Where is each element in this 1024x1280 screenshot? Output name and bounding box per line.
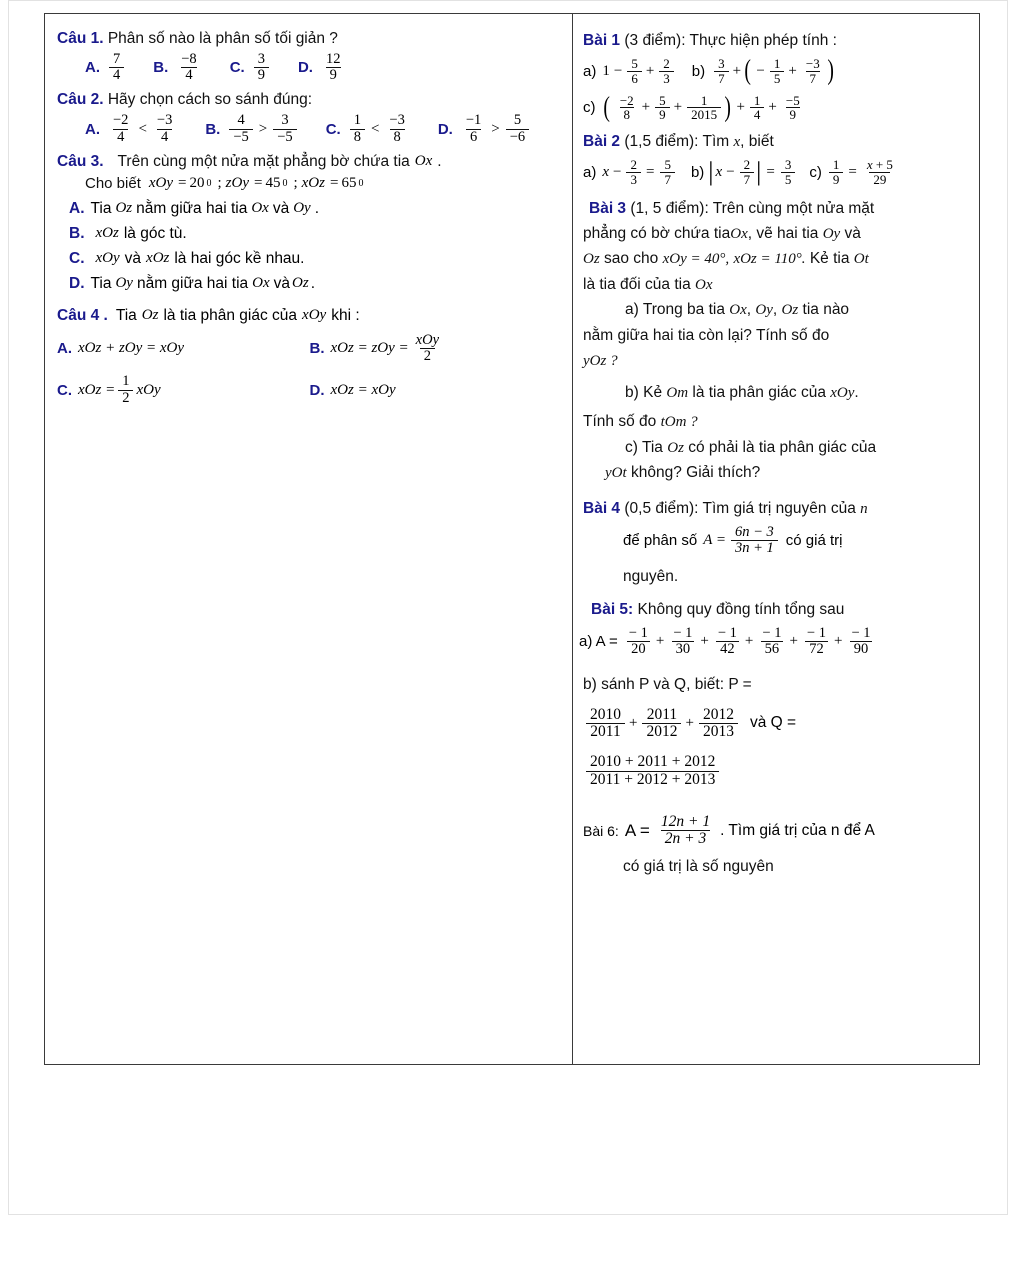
bai5-q-tag: và Q = xyxy=(749,714,797,732)
question-1-label: Câu 1. xyxy=(57,30,104,47)
given-2-eq: = xyxy=(254,174,263,191)
q4-post: khi : xyxy=(331,306,360,324)
ray-om: Om xyxy=(666,384,689,401)
choice-a-post: . xyxy=(314,199,320,217)
bai2-suffix: , biết xyxy=(740,132,774,150)
frac-den: 4 xyxy=(181,67,196,83)
option-d xyxy=(310,374,563,405)
q3-choice-a xyxy=(69,200,562,218)
option-c-label: C. xyxy=(229,59,245,77)
given-1-val: 20 xyxy=(189,174,205,191)
option-b-label: B. xyxy=(309,340,325,358)
frac-num: 2011 xyxy=(646,705,678,723)
angle-xoz: xOz xyxy=(95,225,119,242)
bai4-line2 xyxy=(623,525,969,556)
angle-xoz-value: xOz = 110°. xyxy=(733,251,806,268)
choice-d-mid2: và xyxy=(273,274,291,292)
option-c-label: C. xyxy=(325,120,341,138)
sep: ; xyxy=(217,174,222,191)
degree: 0 xyxy=(358,177,364,189)
bai3-c-text3: không? Giải thích? xyxy=(630,464,761,482)
bai2-b-tag: b) xyxy=(690,163,705,181)
frac-num: 4 xyxy=(237,112,245,129)
frac-num: − 1 xyxy=(673,625,693,642)
frac-den: −5 xyxy=(273,129,296,145)
bai4-line3 xyxy=(623,565,969,588)
question-4-options-row2 xyxy=(57,374,562,405)
bai3-line2-a: phẳng có bờ chứa tia xyxy=(583,224,731,242)
bai4-line3-text: nguyên. xyxy=(623,567,679,585)
option-b xyxy=(205,113,299,144)
bai6-label: Bài 6: xyxy=(583,822,619,839)
bai4-expr-a: A = xyxy=(703,532,726,549)
frac-den: 8 xyxy=(350,129,365,145)
q4-mid: là tia phân giác của xyxy=(163,306,298,324)
option-d-label: D. xyxy=(297,59,313,77)
option-a xyxy=(85,52,127,83)
bai3-a-text1: Trong ba tia xyxy=(642,301,725,319)
angle-xoy: xOy xyxy=(95,250,120,267)
option-a-label: A. xyxy=(85,120,100,138)
bai5-part-b xyxy=(583,673,969,696)
frac-num: 1 xyxy=(353,112,361,129)
sep: ; xyxy=(293,174,298,191)
ray-oy: Oy xyxy=(115,275,133,292)
choice-b-label: B. xyxy=(69,224,85,242)
bai3-c-tag: c) xyxy=(625,438,638,456)
frac-num: −1 xyxy=(465,112,482,129)
frac-num: 5 xyxy=(513,112,522,129)
bai4-label: Bài 4 xyxy=(583,499,621,517)
option-b-label: B. xyxy=(205,120,221,138)
bai5-heading xyxy=(591,598,969,621)
question-3-text: Trên cùng một nửa mặt phẳng bờ chứa tia xyxy=(117,152,410,170)
question-4-options-row1 xyxy=(57,333,562,364)
choice-d-mid: nằm giữa hai tia xyxy=(136,274,249,292)
ray-oz: Oz xyxy=(141,307,159,324)
bai2-heading xyxy=(583,130,969,154)
frac-num: 3 xyxy=(257,51,265,67)
option-c xyxy=(230,52,272,83)
option-c-expr-post: xOy xyxy=(136,381,161,398)
ray-oz: Oz xyxy=(583,251,600,268)
choice-d-label: D. xyxy=(69,274,85,292)
bai2-a-tag: a) xyxy=(583,163,597,181)
bai3-part-b-cont xyxy=(583,410,969,434)
bai5-a-tag: a) A = xyxy=(579,633,618,651)
option-b xyxy=(310,333,563,364)
frac-den: 9 xyxy=(326,67,341,83)
q3-choice-d xyxy=(69,275,562,293)
question-2-label: Câu 2. xyxy=(57,91,104,109)
frac-den: 20 xyxy=(627,641,650,657)
bai3-part-a: a) Trong ba tia Ox, Oy, Oz tia nào xyxy=(625,301,850,319)
bai6-text: . Tìm giá trị của n để A xyxy=(720,821,875,839)
bai2-var: x xyxy=(733,133,741,150)
question-2-heading xyxy=(57,91,562,109)
choice-a-mid: nằm giữa hai tia xyxy=(136,199,248,217)
frac-num: −8 xyxy=(181,51,197,67)
degree: 0 xyxy=(282,177,288,189)
option-d-label: D. xyxy=(437,120,453,138)
frac-den: 90 xyxy=(850,641,873,657)
bai5-part-a: a) A = $\frac{- 1}{20}$ + $\frac{- 1}{30}$ + $\frac{- 1}{42}$ + $\frac{- 1}{56}$ + $\frac{- 1}{72}$ + $\frac{- 1}{90}$ xyxy=(579,626,969,657)
bai3-part-a-ask xyxy=(583,349,969,373)
frac-num: 7 xyxy=(113,51,121,67)
option-b-expr: xOz = zOy = xyxy=(330,340,409,357)
frac-den: −6 xyxy=(506,129,529,145)
bai1-row-c: c) ( $\frac{-2}{8}$ + $\frac{5}{9}$ + $\frac{1}{2015}$ ) + $\frac{1}{4}$ + $\frac{-5}{9}$ xyxy=(583,91,800,123)
bai2-row: a) x − $\frac{2}{3}$ = $\frac{5}{7}$ b) | x − $\frac{2}{7}$ | = $\frac{3}{5}$ c) $\frac{1}{9}$ = $\frac{x + 5}{29}$ xyxy=(583,157,893,187)
frac-num: 1 xyxy=(122,373,130,390)
given-2-expr: zOy xyxy=(225,174,249,191)
bai4-line2-b: có giá trị xyxy=(785,532,843,550)
bai3-a-text3: nằm giữa hai tia còn lại? Tính số đo xyxy=(583,326,830,344)
bai3-c-text1: Tia xyxy=(641,438,663,456)
bai3-b-text3: Tính số đo xyxy=(583,413,657,431)
choice-c-mid: và xyxy=(124,249,142,267)
frac-den: 2013 xyxy=(699,723,738,740)
angle-xoz: xOz xyxy=(146,250,170,267)
bai1-b-tag: b) xyxy=(691,62,706,80)
degree: 0 xyxy=(206,177,212,189)
bai3-line3-b: Kẻ tia xyxy=(809,250,850,268)
frac-den: 72 xyxy=(805,641,828,657)
question-4-heading xyxy=(57,307,562,325)
bai3-line4 xyxy=(583,273,969,297)
q4-pre: Tia xyxy=(115,306,137,324)
question-1-heading xyxy=(57,30,562,48)
frac-num: 2010 xyxy=(590,705,621,723)
right-column xyxy=(573,14,979,1064)
bai3-b-text1: Kẻ xyxy=(643,383,663,401)
frac-num: −2 xyxy=(113,112,129,129)
given-1-expr: xOy xyxy=(148,174,174,191)
relation: < xyxy=(138,120,147,137)
bai1-row-ab: a) 1 − $\frac{5}{6}$ + $\frac{2}{3}$ b) $\frac{3}{7}$ + ( − $\frac{1}{5}$ + $\frac{-3}{7}$ ) xyxy=(583,55,834,87)
period: . xyxy=(437,152,442,170)
ray-oz: Oz xyxy=(667,439,684,456)
frac-den: 2011 + 2012 + 2013 xyxy=(586,771,719,788)
frac-den: 56 xyxy=(761,641,784,657)
paper-sheet xyxy=(8,0,1008,1215)
bai4-heading xyxy=(583,497,969,521)
angle-tom: tOm ? xyxy=(660,414,698,431)
given-3-val: 65 xyxy=(341,174,357,191)
bai3-line3-a: sao cho xyxy=(603,250,659,268)
bai6-expr: A = xyxy=(624,820,650,840)
bai5-q-expression xyxy=(583,754,969,788)
ray-oz: Oz xyxy=(781,302,799,319)
question-4-label: Câu 4 . xyxy=(57,306,108,324)
bai3-part-c-cont xyxy=(605,461,969,485)
frac-num: 3 xyxy=(281,112,289,129)
choice-d-post: . xyxy=(310,274,316,292)
bai6-line xyxy=(583,814,969,848)
bai5-text: Không quy đồng tính tổng sau xyxy=(637,600,845,618)
option-d xyxy=(438,113,532,144)
frac-num: −3 xyxy=(156,112,173,129)
frac-den: 2011 xyxy=(586,723,624,740)
ray-ot: Ot xyxy=(853,251,869,268)
angle-xoy-value: xOy = 40°, xyxy=(662,251,730,268)
ray-ox: Ox xyxy=(414,153,433,170)
angle-xoy: xOy xyxy=(302,307,327,324)
angle-xoy: xOy xyxy=(830,384,855,401)
frac-den: 4 xyxy=(113,129,128,145)
option-b xyxy=(153,52,203,83)
bai2-label: Bài 2 xyxy=(583,132,621,150)
bai3-b-tag: b) xyxy=(625,383,639,401)
bai3-b-text2: là tia phân giác của xyxy=(692,383,826,401)
bai3-part-a-cont xyxy=(583,324,969,347)
frac-num: − 1 xyxy=(717,625,737,642)
bai4-var: n xyxy=(860,500,868,517)
frac-den: 8 xyxy=(390,129,405,145)
relation: > xyxy=(258,120,268,137)
option-a xyxy=(85,113,179,144)
left-column xyxy=(45,14,573,1064)
angle-yoz: yOz ? xyxy=(583,353,618,370)
bai3-points: (1, 5 điểm): Trên cùng một nửa mặt xyxy=(630,199,875,217)
ray-ox: Ox xyxy=(730,225,748,242)
question-3-given xyxy=(85,175,562,192)
q3-choice-c xyxy=(69,250,562,268)
bai3-label: Bài 3 xyxy=(589,199,627,217)
frac-den: 2n + 3 xyxy=(661,830,710,847)
relation: > xyxy=(491,120,500,137)
frac-num: − 1 xyxy=(806,625,826,642)
question-3-label: Câu 3. xyxy=(57,152,104,170)
exam-frame xyxy=(44,13,980,1065)
option-b-label: B. xyxy=(153,59,169,77)
frac-den: 3n + 1 xyxy=(731,540,778,556)
ray-oy: Oy xyxy=(293,200,311,217)
question-2-options xyxy=(85,113,562,144)
bai1-points: (3 điểm): Thực hiện phép tính : xyxy=(624,32,837,49)
option-c xyxy=(57,374,310,405)
q3-choice-b xyxy=(69,225,562,243)
bai1-a-tag: a) xyxy=(583,62,597,80)
frac-den: −5 xyxy=(229,129,252,145)
bai4-line2-a: để phân số xyxy=(623,532,698,550)
ray-ox: Ox xyxy=(695,276,713,293)
bai5-label: Bài 5: xyxy=(591,600,634,618)
bai1-c-tag: c) xyxy=(583,99,596,117)
option-d xyxy=(298,52,348,83)
bai3-a-text2: tia nào xyxy=(802,301,850,319)
bai3-line2-c: và xyxy=(844,224,861,242)
option-c-expr-pre: xOz = xyxy=(78,381,116,398)
frac-den: 6 xyxy=(466,129,481,145)
option-a xyxy=(57,333,310,364)
option-a-label: A. xyxy=(57,340,72,358)
bai3-heading xyxy=(583,197,969,220)
relation: < xyxy=(370,120,380,137)
option-d-expr: xOz = xOy xyxy=(330,381,396,398)
ray-oz: Oz xyxy=(115,200,133,217)
bai1-label: Bài 1 xyxy=(583,32,621,49)
frac-den: 2 xyxy=(118,390,133,406)
bai3-part-c xyxy=(625,436,969,460)
given-2-val: 45 xyxy=(265,174,281,191)
question-1-text: Phân số nào là phân số tối giản ? xyxy=(107,30,338,47)
question-2-text: Hãy chọn cách so sánh đúng: xyxy=(107,91,313,109)
given-3-expr: xOz xyxy=(301,174,325,191)
given-1-eq: = xyxy=(178,174,187,191)
option-a-label: A. xyxy=(85,59,100,77)
frac-den: 2012 xyxy=(642,723,681,740)
bai3-a-tag: a) xyxy=(625,301,639,319)
choice-c-label: C. xyxy=(69,249,85,267)
ray-ox: Ox xyxy=(251,200,269,217)
ray-ox: Ox xyxy=(729,302,747,319)
frac-num: − 1 xyxy=(762,625,782,642)
frac-den: 4 xyxy=(109,67,124,83)
question-3-heading xyxy=(57,153,562,171)
frac-num: 6n − 3 xyxy=(735,524,774,541)
bai3-line2 xyxy=(583,222,969,246)
bai3-part-b xyxy=(625,381,969,405)
bai2-points: (1,5 điểm): Tìm xyxy=(624,132,730,150)
frac-num: 2012 xyxy=(702,705,734,723)
ray-oy: Oy xyxy=(755,302,773,319)
frac-num: 12n + 1 xyxy=(660,812,711,830)
bai3-line3 xyxy=(583,247,969,271)
ray-oz: Oz xyxy=(292,275,309,292)
question-1-options xyxy=(85,52,562,83)
bai5-p-expression: $\frac{2010}{2011}$ + $\frac{2011}{2012}$ + $\frac{2012}{2013}$ và Q = xyxy=(583,707,969,741)
choice-a-pre: Tia xyxy=(90,199,112,217)
frac-num: − 1 xyxy=(628,625,648,642)
frac-den: 30 xyxy=(672,641,695,657)
period: . xyxy=(854,383,859,401)
frac-num: xOy xyxy=(415,331,439,348)
ray-oy: Oy xyxy=(822,225,841,242)
bai3-c-text2: có phải là tia phân giác của xyxy=(688,438,877,456)
option-c-label: C. xyxy=(57,381,72,399)
frac-num: 12 xyxy=(325,51,341,67)
ray-ox: Ox xyxy=(252,275,270,292)
frac-num: −3 xyxy=(389,112,405,129)
bai3-line2-b: , vẽ hai tia xyxy=(747,224,819,242)
bai3-line4-a: là tia đối của tia xyxy=(583,275,691,293)
choice-c-text: là hai góc kề nhau. xyxy=(174,249,305,267)
option-d-label: D. xyxy=(309,381,325,399)
frac-num: 2010 + 2011 + 2012 xyxy=(590,753,716,771)
bai1-heading xyxy=(583,29,969,52)
frac-den: 42 xyxy=(716,641,739,657)
given-3-eq: = xyxy=(329,174,339,191)
choice-a-mid2: và xyxy=(272,199,290,217)
bai4-points: (0,5 điểm): Tìm giá trị nguyên của xyxy=(624,499,856,517)
bai6-text2: có giá trị là số nguyên xyxy=(623,858,774,876)
choice-b-text: là góc tù. xyxy=(123,224,187,242)
option-c xyxy=(326,113,412,144)
choice-a-label: A. xyxy=(69,199,85,217)
frac-den: 2 xyxy=(420,348,435,364)
option-a-expr: xOz + zOy = xOy xyxy=(78,340,185,357)
frac-num: − 1 xyxy=(851,625,871,642)
bai6-line2 xyxy=(623,855,969,878)
frac-den: 9 xyxy=(254,67,269,83)
bai2-c-tag: c) xyxy=(809,163,822,181)
frac-den: 4 xyxy=(157,129,172,145)
bai5-b-tag: b) sánh P và Q, biết: P = xyxy=(583,676,752,694)
choice-d-pre: Tia xyxy=(90,274,112,292)
angle-yot: yOt xyxy=(605,465,627,482)
given-label: Cho biết xyxy=(85,174,141,192)
